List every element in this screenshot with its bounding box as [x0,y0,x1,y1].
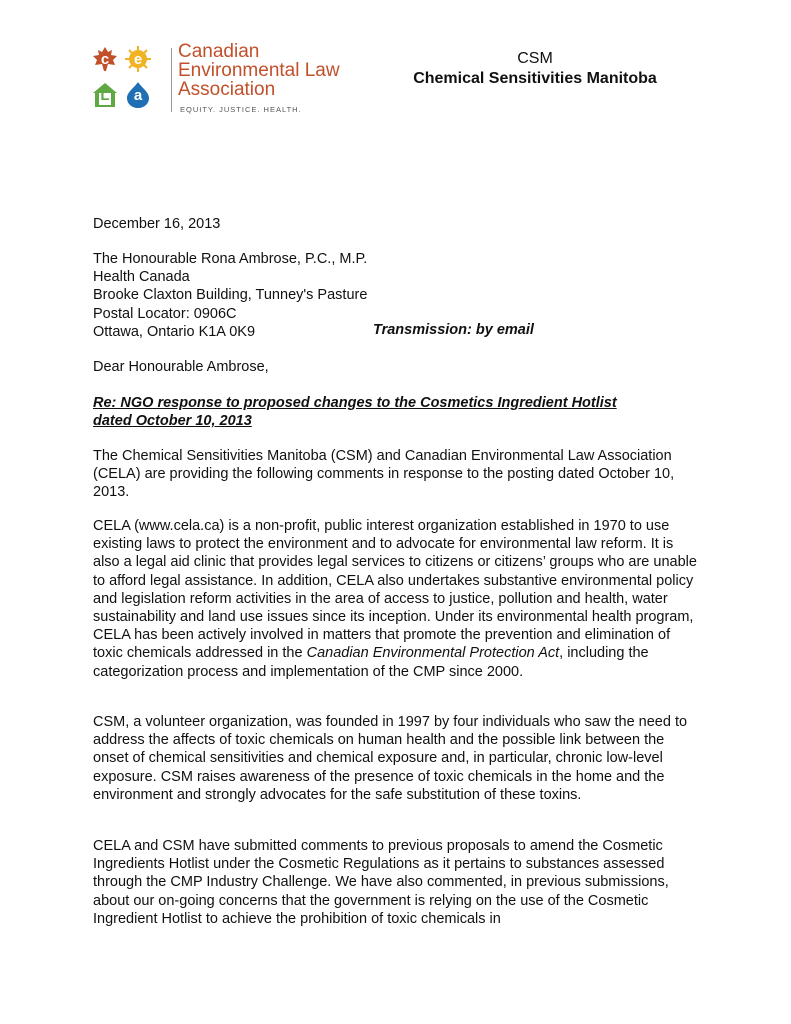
house-icon: L [92,82,118,108]
recipient-address: The Honourable Rona Ambrose, P.C., M.P. Health Canada Brooke Claxton Building, Tunney's Pasture Postal Locator: 0906C Ottawa, Ontario K1A 0K9 [93,251,368,340]
logo-icon-grid [92,42,156,112]
sun-icon: e [125,46,151,72]
paragraph-csm: CSM, a volunteer organization, was founded in 1997 by four individuals who saw the need to address the affects of toxic chemicals on human health and the possible link between the onset of chemical sensitivities and chemical exposure and, in particular, chronic low-level exposure. CSM raises awareness of the presence of toxic chemicals in the home and the environment and strongly advocates for the safe substitution of these toxins. [93,714,688,803]
org-name: Canadian Environmental Law Association [178,41,340,100]
letter-date: December 16, 2013 [93,216,221,232]
water-drop-icon: a [125,82,151,108]
co-sender-acronym: CSM [517,50,553,67]
co-sender-name: Chemical Sensitivities Manitoba [413,70,657,87]
salutation: Dear Honourable Ambrose, [93,359,269,375]
co-sender-header [380,49,690,89]
logo-divider [171,48,172,112]
act-title: Canadian Environmental Protection Act [306,645,560,662]
maple-leaf-icon: c [92,46,118,72]
subject-line: Re: NGO response to proposed changes to the Cosmetics Ingredient Hotlist dated October 10, 2013 [93,395,617,430]
cela-logo [92,42,362,117]
paragraph-cela: CELA (www.cela.ca) is a non-profit, public interest organization established in 1970 to use existing laws to protect the environment and to advocate for environmental law reform. It is also a legal aid clinic that provides legal services to citizens or citizens’ groups who are unable to afford legal assistance. In addition, CELA also undertakes substantive environmental policy and legislation reform activities in the area of access to justice, pollution and health, water sustainability and land use issues since its inception. Under its environmental health program, CELA has been actively involved in matters that promote the prevention and elimination of toxic chemicals addressed in the Canadian Environmental Protection Act, including the categorization process and implementation of the CMP since 2000. [93,518,697,680]
paragraph-intro: The Chemical Sensitivities Manitoba (CSM) and Canadian Environmental Law Association (CELA) are providing the following comments in response to the posting dated October 10, 2013. [93,448,675,501]
transmission-note: Transmission: by email [373,322,534,338]
logo-tagline: EQUITY. JUSTICE. HEALTH. [180,105,302,114]
paragraph-submissions: CELA and CSM have submitted comments to previous proposals to amend the Cosmetic Ingredients Hotlist under the Cosmetic Regulations as it pertains to substances assessed through the CMP Industry Challenge. We have also commented, in previous submissions, about our on-going concerns that the government is relying on the use of the Cosmetic Ingredient Hotlist to achieve the prohibition of toxic chemicals in [93,838,669,927]
